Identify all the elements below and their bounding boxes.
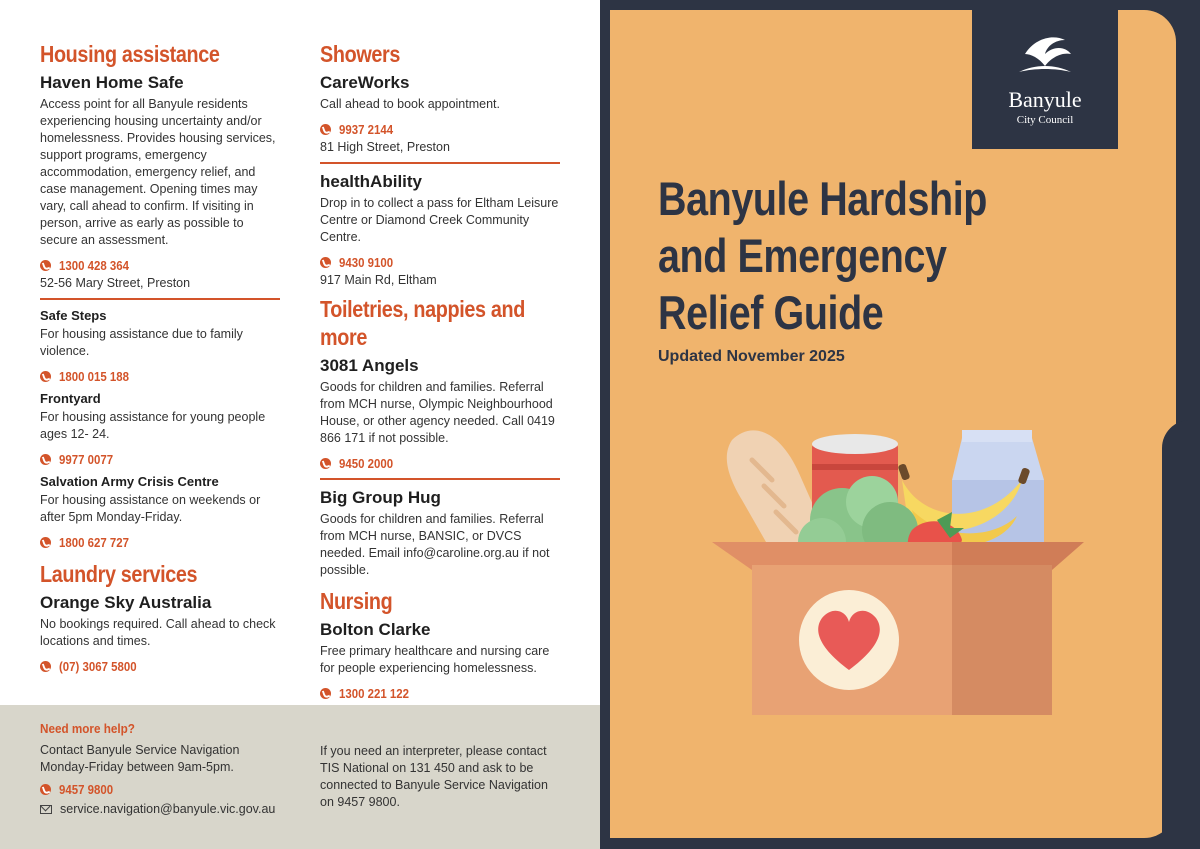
- phone-line-haven: [40, 256, 280, 274]
- help-text: Contact Banyule Service Navigation Monday-Friday between 9am-5pm.: [40, 743, 240, 774]
- phone-icon: [40, 661, 51, 672]
- phone-line-bolton-clarke: [320, 684, 560, 702]
- banyule-logo: [972, 0, 1118, 149]
- org-name-orange-sky: Orange Sky Australia: [40, 593, 212, 612]
- section-heading-housing: Housing assistance: [40, 41, 220, 67]
- help-heading: Need more help?: [40, 721, 135, 736]
- phone-number-healthability[interactable]: 9430 9100: [339, 254, 394, 270]
- email-link[interactable]: service.navigation@banyule.vic.gov.au: [60, 802, 276, 816]
- phone-number-help[interactable]: 9457 9800: [59, 781, 114, 797]
- updated-date: Updated November 2025: [658, 348, 845, 365]
- phone-number-haven[interactable]: 1300 428 364: [59, 257, 129, 273]
- phone-number-salvation[interactable]: 1800 627 727: [59, 534, 129, 550]
- phone-icon: [40, 371, 51, 382]
- phone-icon: [40, 784, 51, 795]
- food-box-illustration: [712, 420, 1092, 720]
- org-desc-frontyard: For housing assistance for young people ages 12- 24.: [40, 410, 266, 441]
- org-desc-safe-steps: For housing assistance due to family violence.: [40, 327, 243, 358]
- org-desc-careworks: Call ahead to book appointment.: [320, 97, 500, 111]
- phone-line-3081-angels: [320, 454, 560, 472]
- phone-icon: [320, 257, 331, 268]
- help-footer: [0, 705, 600, 849]
- address-haven: 52-56 Mary Street, Preston: [40, 276, 191, 290]
- org-name-careworks: CareWorks: [320, 73, 410, 92]
- org-name-frontyard: Frontyard: [40, 391, 101, 406]
- phone-icon: [40, 260, 51, 271]
- org-name-bolton-clarke: Bolton Clarke: [320, 620, 431, 639]
- divider: [320, 162, 560, 164]
- phone-number-orange-sky[interactable]: (07) 3067 5800: [59, 658, 137, 674]
- org-name-healthability: healthAbility: [320, 172, 423, 191]
- guide-title: Banyule Hardship and Emergency Relief Guide: [658, 172, 987, 339]
- org-desc-salvation: For housing assistance on weekends or after 5pm Monday-Friday.: [40, 493, 261, 524]
- phone-number-frontyard[interactable]: 9977 0077: [59, 451, 114, 467]
- section-heading-toiletries: Toiletries, nappies and more: [320, 296, 525, 350]
- section-heading-laundry: Laundry services: [40, 561, 198, 587]
- phone-line-help: [40, 780, 290, 798]
- phone-icon: [320, 124, 331, 135]
- envelope-icon: [40, 805, 52, 814]
- org-desc-bolton-clarke: Free primary healthcare and nursing care for people experiencing homelessness.: [320, 644, 550, 675]
- org-name-salvation: Salvation Army Crisis Centre: [40, 474, 219, 489]
- box-icon: [712, 542, 1084, 715]
- address-healthability: 917 Main Rd, Eltham: [320, 273, 437, 287]
- divider: [320, 478, 560, 480]
- phone-line-orange-sky: [40, 657, 280, 675]
- section-heading-showers: Showers: [320, 41, 401, 67]
- interpreter-text: If you need an interpreter, please contact TIS National on 131 450 and ask to be connected to Banyule Service Navigation on 9457 9800.: [320, 744, 548, 809]
- phone-line-salvation: [40, 533, 280, 551]
- help-contact-block: [40, 721, 290, 816]
- address-careworks: 81 High Street, Preston: [320, 140, 450, 154]
- middle-column: [320, 40, 560, 702]
- org-desc-orange-sky: No bookings required. Call ahead to check locations and times.: [40, 617, 276, 648]
- phone-number-careworks[interactable]: 9937 2144: [339, 121, 394, 137]
- phone-icon: [320, 458, 331, 469]
- org-name-haven: Haven Home Safe: [40, 73, 184, 92]
- phone-line-frontyard: [40, 450, 280, 468]
- phone-line-safe-steps: [40, 367, 280, 385]
- org-desc-haven: Access point for all Banyule residents experiencing housing uncertainty and/or homelessness. Provides housing services, support programs, emergency accommodation, emergency relief, and case management. Opening times may vary, call ahead to confirm. If visiting in person, arrive as early as possible to secure an assessment.: [40, 97, 276, 247]
- section-heading-nursing: Nursing: [320, 588, 393, 614]
- org-desc-healthability: Drop in to collect a pass for Eltham Leisure Centre or Diamond Creek Community Centre.: [320, 196, 559, 244]
- phone-number-safe-steps[interactable]: 1800 015 188: [59, 368, 129, 384]
- phone-icon: [320, 688, 331, 699]
- divider: [40, 298, 280, 300]
- bird-logo-icon: [1015, 32, 1075, 82]
- logo-subtitle: City Council: [1016, 114, 1074, 126]
- org-name-big-group-hug: Big Group Hug: [320, 488, 441, 507]
- cover-tab-notch: [1162, 420, 1190, 840]
- phone-number-3081-angels[interactable]: 9450 2000: [339, 455, 394, 471]
- email-line: [40, 802, 290, 816]
- phone-line-careworks: [320, 120, 560, 138]
- org-desc-big-group-hug: Goods for children and families. Referral from MCH nurse, BANSIC, or DVCS needed. Email info@caroline.org.au if not possible.: [320, 512, 550, 577]
- org-name-safe-steps: Safe Steps: [40, 308, 107, 323]
- phone-icon: [40, 537, 51, 548]
- logo-name: Banyule: [1008, 87, 1082, 112]
- phone-number-bolton-clarke[interactable]: 1300 221 122: [339, 685, 409, 701]
- left-column: [40, 40, 280, 675]
- org-desc-3081-angels: Goods for children and families. Referral from MCH nurse, Olympic Neighbourhood House, or other agency needed. Call 0419 866 171 if not possible.: [320, 380, 555, 445]
- phone-icon: [40, 454, 51, 465]
- org-name-3081-angels: 3081 Angels: [320, 356, 419, 375]
- phone-line-healthability: [320, 253, 560, 271]
